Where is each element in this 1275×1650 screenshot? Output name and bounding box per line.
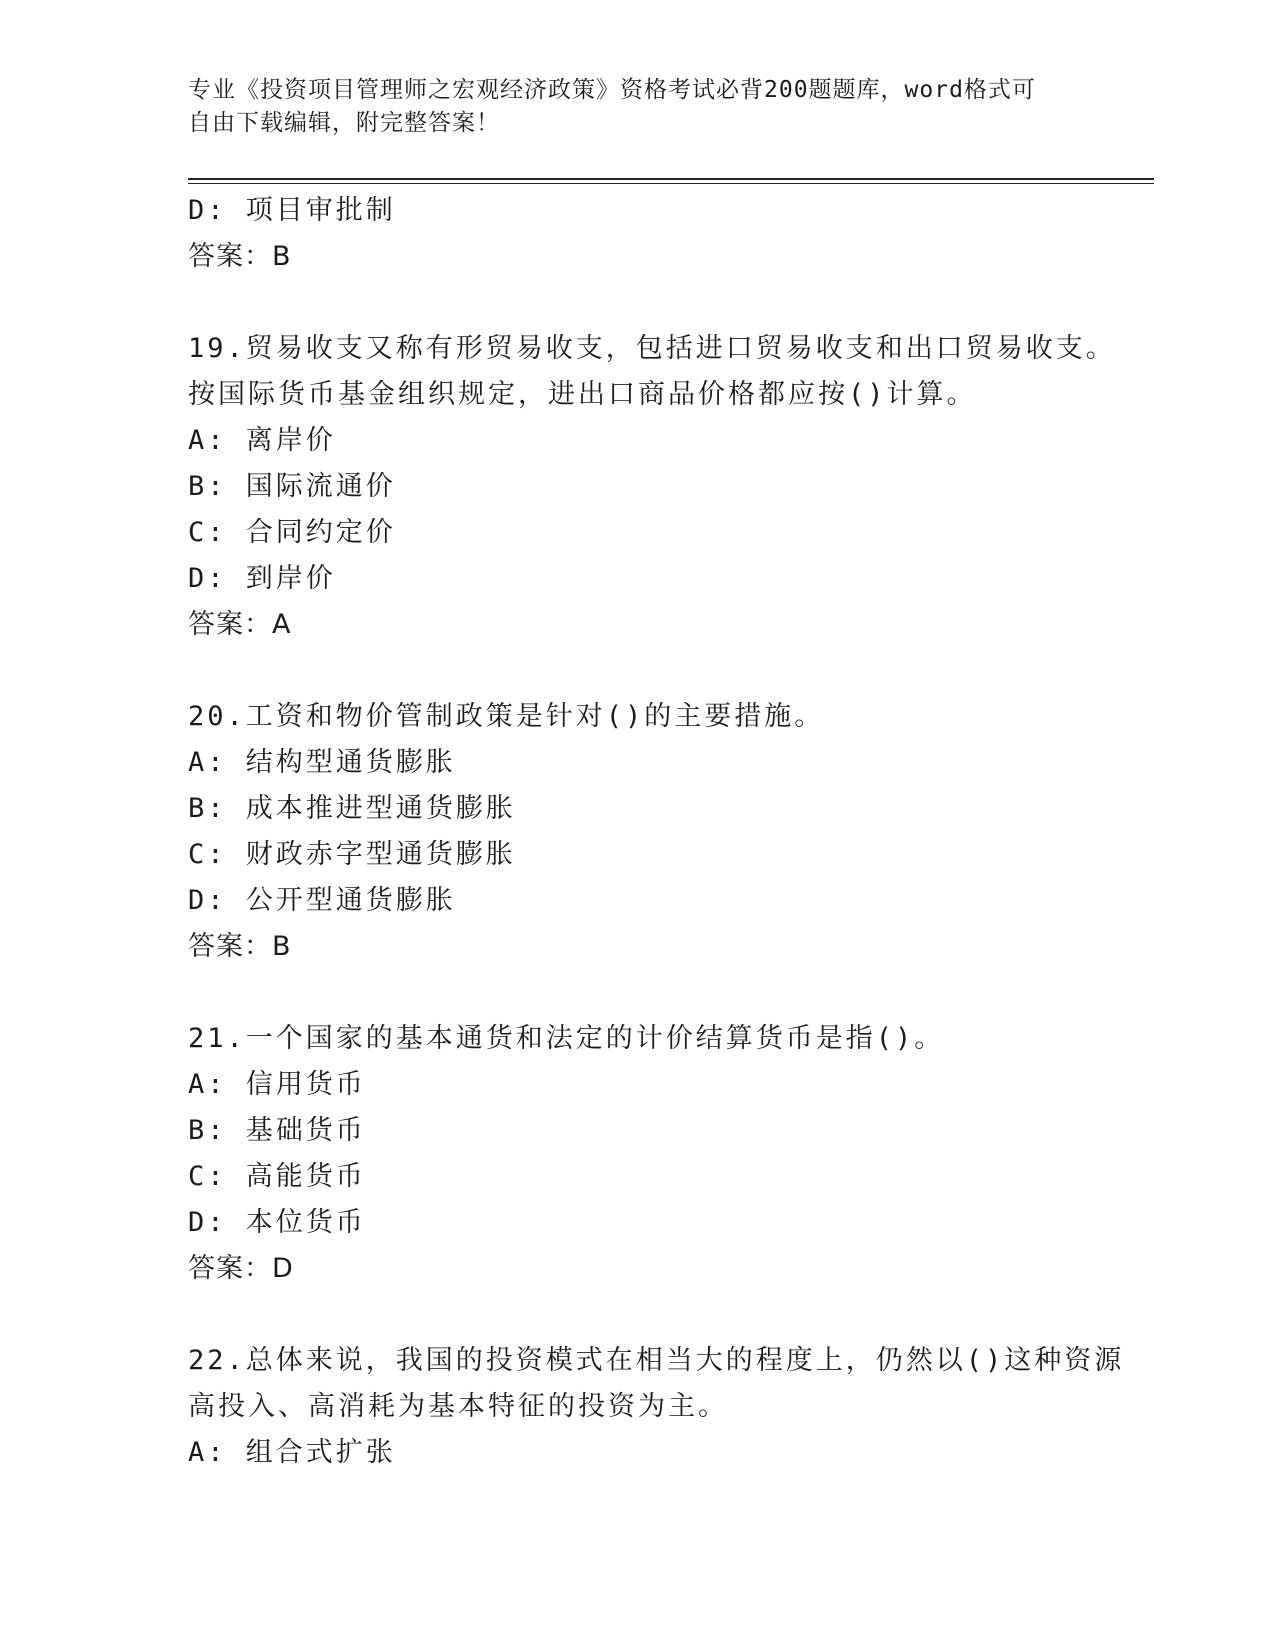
- question-22: [188, 1338, 1125, 1476]
- spacer: [188, 280, 1088, 326]
- question-text: 20.工资和物价管制政策是针对()的主要措施。: [188, 701, 825, 732]
- answer: 答案：A: [188, 609, 292, 640]
- option-d: D: 公开型通货膨胀: [188, 885, 456, 916]
- spacer: [188, 648, 1088, 694]
- document-body: [188, 188, 1125, 1476]
- header-line-1: 专业《投资项目管理师之宏观经济政策》资格考试必背200题题库，word格式可: [188, 77, 1036, 103]
- question-text: 按国际货币基金组织规定，进出口商品价格都应按()计算。: [188, 379, 977, 410]
- answer: 答案：B: [188, 241, 292, 272]
- question-21: [188, 1016, 1088, 1292]
- option-a: A: 组合式扩张: [188, 1437, 396, 1468]
- question-text: 19.贸易收支又称有形贸易收支，包括进口贸易收支和出口贸易收支。: [188, 333, 1116, 364]
- option-d: D: 项目审批制: [188, 195, 396, 226]
- option-a: A: 结构型通货膨胀: [188, 747, 456, 778]
- header-line-2: 自由下载编辑，附完整答案！: [188, 110, 500, 136]
- option-b: B: 成本推进型通货膨胀: [188, 793, 516, 824]
- page-header: [188, 74, 1068, 140]
- option-a: A: 离岸价: [188, 425, 336, 456]
- option-c: C: 高能货币: [188, 1161, 366, 1192]
- option-c: C: 财政赤字型通货膨胀: [188, 839, 516, 870]
- option-c: C: 合同约定价: [188, 517, 396, 548]
- option-d: D: 本位货币: [188, 1207, 366, 1238]
- answer: 答案：B: [188, 931, 292, 962]
- spacer: [188, 970, 1088, 1016]
- question-text: 22.总体来说，我国的投资模式在相当大的程度上，仍然以()这种资源: [188, 1345, 1125, 1376]
- option-b: B: 基础货币: [188, 1115, 366, 1146]
- answer: 答案：D: [188, 1253, 294, 1284]
- spacer: [188, 1292, 1088, 1338]
- option-a: A: 信用货币: [188, 1069, 366, 1100]
- option-b: B: 国际流通价: [188, 471, 396, 502]
- question-text: 高投入、高消耗为基本特征的投资为主。: [188, 1391, 728, 1422]
- header-divider: [188, 178, 1154, 184]
- question-20: [188, 694, 1088, 970]
- question-text: 21.一个国家的基本通货和法定的计价结算货币是指()。: [188, 1023, 945, 1054]
- question-19: [188, 326, 1116, 648]
- option-d: D: 到岸价: [188, 563, 336, 594]
